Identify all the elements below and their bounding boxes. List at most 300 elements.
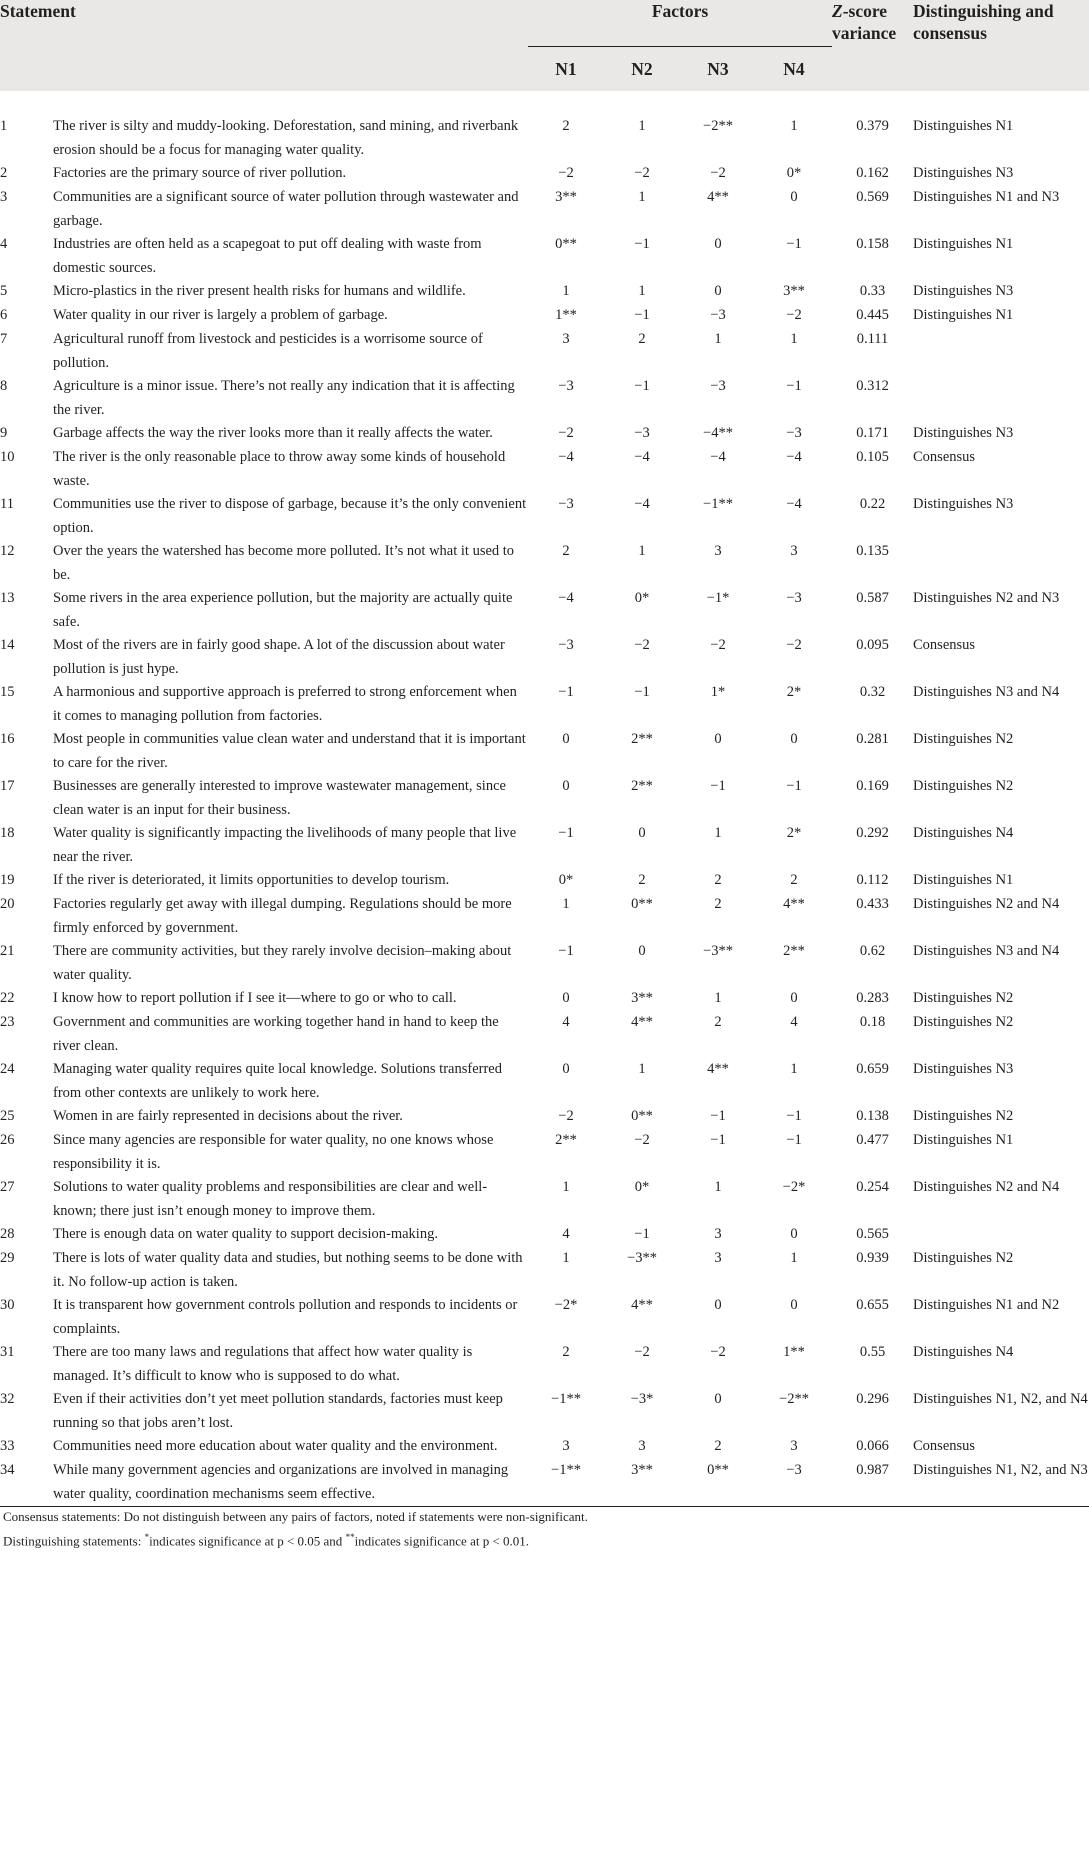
- factor-n4-score: 0: [790, 1297, 798, 1313]
- factor-n2-score: −3: [634, 425, 650, 441]
- distinguishing-note: Distinguishes N2 and N4: [913, 1179, 1060, 1195]
- factor-n4-score: 0: [790, 990, 798, 1006]
- statement-text: Factories regularly get away with illegal dumping. Regulations should be more firmly enforced by government.: [53, 896, 512, 936]
- zscore-variance: 0.939: [856, 1250, 889, 1266]
- statement-text: Communities need more education about water quality and the environment.: [53, 1438, 498, 1454]
- statement-text: It is transparent how government controls pollution and responds to incidents or complaints.: [53, 1297, 518, 1337]
- factor-n1-score: 3: [562, 331, 570, 347]
- zscore-variance: 0.565: [856, 1226, 889, 1242]
- distinguishing-note: Distinguishes N2: [913, 1250, 1014, 1266]
- factor-n3-score: 2: [714, 1438, 722, 1454]
- statement-text: Micro-plastics in the river present health risks for humans and wildlife.: [53, 283, 466, 299]
- factor-n4-score: −1: [786, 236, 802, 252]
- factor-n2-score: 2**: [631, 731, 653, 747]
- zscore-variance: 0.171: [856, 425, 889, 441]
- distinguishing-note: Distinguishes N2: [913, 1108, 1014, 1124]
- factor-n4-score: 1: [790, 1061, 798, 1077]
- distinguishing-note: Distinguishes N2: [913, 990, 1014, 1006]
- distinguishing-note: Distinguishes N3: [913, 425, 1014, 441]
- statement-number: 17: [0, 778, 15, 794]
- factor-n1-score: −1**: [551, 1391, 581, 1407]
- statement-text: Over the years the watershed has become more polluted. It’s not what it used to be.: [53, 543, 515, 583]
- statement-number: 11: [0, 496, 14, 512]
- factor-n3-score: −3**: [703, 943, 733, 959]
- table-row: [0, 422, 1089, 446]
- factor-n1-score: 0*: [558, 872, 574, 888]
- statement-number: 12: [0, 543, 15, 559]
- statement-text: Factories are the primary source of river pollution.: [53, 165, 347, 181]
- statement-header: Statement: [0, 0, 528, 47]
- factor-n2-score: −2: [634, 637, 650, 653]
- statement-text: There is enough data on water quality to support decision-making.: [53, 1226, 438, 1242]
- distinguishing-note: Consensus: [913, 637, 976, 653]
- statement-number: 1: [0, 118, 8, 134]
- factor-n4-score: 4: [790, 1014, 798, 1030]
- factor-n2-score: −4: [634, 496, 650, 512]
- table-row: [0, 681, 1089, 728]
- table-row: [0, 186, 1089, 233]
- factor-n2-score: 1: [638, 1061, 646, 1077]
- statement-text: Water quality in our river is largely a problem of garbage.: [53, 307, 388, 323]
- statement-text: Managing water quality requires quite local knowledge. Solutions transferred from other contexts are unlikely to work here.: [53, 1061, 502, 1101]
- factor-n3-score: −2: [710, 637, 726, 653]
- factor-n3-score: 0**: [707, 1462, 729, 1478]
- zscore-variance: 0.292: [856, 825, 889, 841]
- factor-n4-score: 1: [790, 1250, 798, 1266]
- statement-text: Agriculture is a minor issue. There’s not really any indication that it is affecting the river.: [53, 378, 515, 418]
- factor-n1-score: −3: [558, 637, 574, 653]
- table-row: [0, 1129, 1089, 1176]
- statement-number: 13: [0, 590, 15, 606]
- zscore-variance: 0.55: [859, 1344, 886, 1360]
- statement-number: 25: [0, 1108, 15, 1124]
- table-row: [0, 822, 1089, 869]
- statement-text: Since many agencies are responsible for water quality, no one knows whose responsibility it is.: [53, 1132, 494, 1172]
- zscore-variance: 0.312: [856, 378, 889, 394]
- factor-n2-score: 2: [638, 331, 646, 347]
- factor-n1-score: 0**: [555, 236, 577, 252]
- table-row: [0, 940, 1089, 987]
- factor-n1-score: 1: [562, 283, 570, 299]
- factor-n1-score: −4: [558, 590, 574, 606]
- zscore-variance: 0.569: [856, 189, 889, 205]
- zscore-variance: 0.655: [856, 1297, 889, 1313]
- table-row: [0, 893, 1089, 940]
- statement-number: 33: [0, 1438, 15, 1454]
- table-row: [0, 728, 1089, 775]
- table-row: [0, 869, 1089, 893]
- factor-n2-score: 0*: [634, 1179, 650, 1195]
- statement-number: 31: [0, 1344, 15, 1360]
- factor-n4-score: 3**: [783, 283, 805, 299]
- factor-n4-header: N4: [756, 47, 832, 92]
- factor-n4-score: −2*: [782, 1179, 806, 1195]
- factor-n4-score: 3: [790, 1438, 798, 1454]
- statement-number: 8: [0, 378, 8, 394]
- statement-text: Women in are fairly represented in decisions about the river.: [53, 1108, 403, 1124]
- distinguishing-note: Distinguishes N1, N2, and N3: [913, 1462, 1088, 1478]
- factor-n3-score: 0: [714, 1297, 722, 1313]
- statement-text: Agricultural runoff from livestock and pesticides is a worrisome source of pollution.: [53, 331, 483, 371]
- table-row: [0, 115, 1089, 162]
- distinguishing-note: Distinguishes N3: [913, 1061, 1014, 1077]
- factor-n2-score: 0**: [631, 896, 653, 912]
- statement-number: 29: [0, 1250, 15, 1266]
- zscore-variance: 0.433: [856, 896, 889, 912]
- factor-n2-score: 1: [638, 118, 646, 134]
- table-row: [0, 446, 1089, 493]
- factor-n3-score: 1: [714, 331, 722, 347]
- factor-n4-score: −2: [786, 637, 802, 653]
- factor-n2-header: N2: [604, 47, 680, 92]
- factor-n3-score: 3: [714, 1226, 722, 1242]
- factor-n2-score: 0*: [634, 590, 650, 606]
- factor-n1-score: 0: [562, 990, 570, 1006]
- factor-n4-score: −1: [786, 1108, 802, 1124]
- statement-text: I know how to report pollution if I see it—where to go or who to call.: [53, 990, 457, 1006]
- table-row: [0, 1011, 1089, 1058]
- zscore-variance: 0.445: [856, 307, 889, 323]
- factor-n3-score: 1*: [710, 684, 726, 700]
- footnote-distinguishing: Distinguishing statements: *indicates significance at p < 0.05 and **indicates significance at p < 0.01.: [3, 1532, 530, 1549]
- statement-text: There are community activities, but they rarely involve decision–making about water quality.: [53, 943, 512, 983]
- factor-n1-score: −2: [558, 165, 574, 181]
- statement-text: There are too many laws and regulations that affect how water quality is managed. It’s difficult to know who is supposed to do what.: [53, 1344, 473, 1384]
- factor-n1-score: −2: [558, 1108, 574, 1124]
- statement-text: Even if their activities don’t yet meet pollution standards, factories must keep running so that jobs aren’t lost.: [53, 1391, 503, 1431]
- factor-n4-score: 4**: [783, 896, 805, 912]
- factor-n4-score: −3: [786, 1462, 802, 1478]
- factor-n1-score: 3: [562, 1438, 570, 1454]
- distinguishing-note: Distinguishes N2 and N4: [913, 896, 1060, 912]
- zscore-variance: 0.112: [856, 872, 889, 888]
- factor-n2-score: −1: [634, 236, 650, 252]
- statement-number: 7: [0, 331, 8, 347]
- table-body: [0, 91, 1089, 1506]
- table-row: [0, 493, 1089, 540]
- factor-n4-score: 2**: [783, 943, 805, 959]
- factor-n2-score: −3**: [627, 1250, 657, 1266]
- factor-n4-score: 0*: [786, 165, 802, 181]
- table-row: [0, 1105, 1089, 1129]
- zscore-variance: 0.22: [859, 496, 886, 512]
- statement-number: 21: [0, 943, 15, 959]
- zscore-variance: 0.095: [856, 637, 889, 653]
- distinguishing-note: Distinguishes N1: [913, 1132, 1014, 1148]
- zscore-variance: 0.296: [856, 1391, 889, 1407]
- factor-n1-score: 2**: [555, 1132, 577, 1148]
- factor-n1-score: −1: [558, 684, 574, 700]
- factor-n2-score: −1: [634, 378, 650, 394]
- zscore-variance: 0.32: [859, 684, 886, 700]
- statement-number: 30: [0, 1297, 15, 1313]
- statement-text: While many government agencies and organizations are involved in managing water quality, coordination mechanisms seem effective.: [53, 1462, 509, 1502]
- factor-n1-score: −1: [558, 943, 574, 959]
- zscore-header: Z-score variance: [832, 0, 913, 91]
- distinguishing-note: Consensus: [913, 1438, 976, 1454]
- factor-n2-score: −2: [634, 1344, 650, 1360]
- distinguishing-note: Distinguishes N3: [913, 283, 1014, 299]
- table-row: [0, 1435, 1089, 1459]
- statement-number: 27: [0, 1179, 15, 1195]
- factor-n4-score: 0: [790, 731, 798, 747]
- factor-n1-score: −1**: [551, 1462, 581, 1478]
- distinguishing-note: Distinguishes N4: [913, 1344, 1014, 1360]
- factor-n3-score: −1: [710, 1132, 726, 1148]
- factor-n3-score: 2: [714, 896, 722, 912]
- zscore-variance: 0.62: [859, 943, 886, 959]
- statement-text: Some rivers in the area experience pollution, but the majority are actually quite safe.: [53, 590, 513, 630]
- zscore-variance: 0.18: [859, 1014, 886, 1030]
- statement-number: 34: [0, 1462, 15, 1478]
- factor-n3-score: 3: [714, 1250, 722, 1266]
- factor-n2-score: 1: [638, 543, 646, 559]
- factor-n3-score: 1: [714, 1179, 722, 1195]
- distinguishing-note: Distinguishes N1: [913, 118, 1014, 134]
- factor-n1-score: −3: [558, 496, 574, 512]
- table-row: [0, 1058, 1089, 1105]
- zscore-variance: 0.066: [856, 1438, 889, 1454]
- statement-number: 3: [0, 189, 8, 205]
- distinguishing-note: Distinguishes N1 and N3: [913, 189, 1060, 205]
- factor-n1-score: 4: [562, 1226, 570, 1242]
- factor-n3-score: −4: [710, 449, 726, 465]
- factor-n4-score: 2*: [786, 825, 802, 841]
- footnote-consensus: Consensus statements: Do not distinguish between any pairs of factors, noted if statements were non-significant.: [3, 1509, 588, 1524]
- zscore-variance: 0.254: [856, 1179, 889, 1195]
- statement-text: The river is the only reasonable place to throw away some kinds of household waste.: [53, 449, 506, 489]
- factor-n4-score: −1: [786, 1132, 802, 1148]
- statement-number: 6: [0, 307, 8, 323]
- distinguishing-note: Distinguishes N2: [913, 731, 1014, 747]
- table-row: [0, 987, 1089, 1011]
- table-row: [0, 1459, 1089, 1506]
- distinguishing-note: Distinguishes N2 and N3: [913, 590, 1060, 606]
- factor-n3-score: 4**: [707, 1061, 729, 1077]
- zscore-variance: 0.162: [856, 165, 889, 181]
- table-row: [0, 375, 1089, 422]
- zscore-variance: 0.587: [856, 590, 889, 606]
- factor-n3-score: 0: [714, 1391, 722, 1407]
- factor-n4-score: −4: [786, 449, 802, 465]
- factor-n3-header: N3: [680, 47, 756, 92]
- table-row: [0, 634, 1089, 681]
- factor-n1-score: 4: [562, 1014, 570, 1030]
- zscore-variance: 0.477: [856, 1132, 889, 1148]
- factor-n1-score: 0: [562, 778, 570, 794]
- factor-n2-score: −3*: [630, 1391, 654, 1407]
- distinguishing-note: [913, 375, 1089, 422]
- factor-n2-score: 3**: [631, 1462, 653, 1478]
- factor-n1-score: 2: [562, 118, 570, 134]
- statement-text: Government and communities are working together hand in hand to keep the river clean.: [53, 1014, 499, 1054]
- factor-n3-score: 2: [714, 872, 722, 888]
- factor-n4-score: −1: [786, 778, 802, 794]
- statement-text: Businesses are generally interested to improve wastewater management, since clean water is an input for their business.: [53, 778, 506, 818]
- factor-n1-score: 1: [562, 1179, 570, 1195]
- factor-n1-score: 1**: [555, 307, 577, 323]
- factor-n1-score: 3**: [555, 189, 577, 205]
- distinguishing-note: [913, 540, 1089, 587]
- factor-n3-score: −1*: [706, 590, 730, 606]
- factor-n4-score: −3: [786, 425, 802, 441]
- statement-number: 20: [0, 896, 15, 912]
- factor-n1-score: −1: [558, 825, 574, 841]
- factor-n2-score: 0: [638, 825, 646, 841]
- factor-n2-score: 4**: [631, 1014, 653, 1030]
- header-row: [0, 0, 1089, 47]
- statement-text: Communities use the river to dispose of garbage, because it’s the only convenient option.: [53, 496, 527, 536]
- zscore-variance: 0.659: [856, 1061, 889, 1077]
- zscore-variance: 0.135: [856, 543, 889, 559]
- statement-number: 16: [0, 731, 15, 747]
- distinguishing-note: Distinguishes N1: [913, 307, 1014, 323]
- factor-n3-score: −1: [710, 1108, 726, 1124]
- factor-n2-score: −1: [634, 307, 650, 323]
- statement-text: Communities are a significant source of water pollution through wastewater and garbage.: [53, 189, 519, 229]
- factor-n3-score: −2: [710, 1344, 726, 1360]
- table-row: [0, 162, 1089, 186]
- statement-number: 18: [0, 825, 15, 841]
- statement-text: If the river is deteriorated, it limits opportunities to develop tourism.: [53, 872, 450, 888]
- statement-text: Water quality is significantly impacting the livelihoods of many people that live near the river.: [53, 825, 517, 865]
- statement-number: 14: [0, 637, 15, 653]
- factor-n3-score: 4**: [707, 189, 729, 205]
- factor-n2-score: 0**: [631, 1108, 653, 1124]
- factor-n3-score: −2**: [703, 118, 733, 134]
- factor-n3-score: −2: [710, 165, 726, 181]
- statement-number: 5: [0, 283, 8, 299]
- factor-n4-score: 3: [790, 543, 798, 559]
- statement-text: Most people in communities value clean water and understand that it is important to care for the river.: [53, 731, 526, 771]
- factor-n4-score: −4: [786, 496, 802, 512]
- factor-n1-score: 2: [562, 1344, 570, 1360]
- zscore-variance: 0.987: [856, 1462, 889, 1478]
- factor-n4-score: 0: [790, 1226, 798, 1242]
- factor-n3-score: −1: [710, 778, 726, 794]
- table-row: [0, 540, 1089, 587]
- factor-n3-score: −3: [710, 307, 726, 323]
- factor-n4-score: −1: [786, 378, 802, 394]
- zscore-variance: 0.169: [856, 778, 889, 794]
- factor-n3-score: −3: [710, 378, 726, 394]
- distinguishing-note: Distinguishes N2: [913, 1014, 1014, 1030]
- statement-number: 23: [0, 1014, 15, 1030]
- table-row: [0, 1247, 1089, 1294]
- factor-n4-score: −2**: [779, 1391, 809, 1407]
- statement-text: The river is silty and muddy-looking. Deforestation, sand mining, and riverbank erosion should be a focus for managing water quality.: [53, 118, 519, 158]
- factor-n1-score: 1: [562, 1250, 570, 1266]
- distinguishing-note: Distinguishes N2: [913, 778, 1014, 794]
- factor-n2-score: −2: [634, 165, 650, 181]
- factor-n1-score: −3: [558, 378, 574, 394]
- zscore-variance: 0.111: [856, 331, 889, 347]
- table-row: [0, 1223, 1089, 1247]
- table-row: [0, 233, 1089, 280]
- statement-text: Most of the rivers are in fairly good shape. A lot of the discussion about water pollution is just hype.: [53, 637, 505, 677]
- table-row: [0, 1341, 1089, 1388]
- statement-text: A harmonious and supportive approach is preferred to strong enforcement when it comes to managing pollution from factories.: [53, 684, 517, 724]
- factor-n3-score: 0: [714, 283, 722, 299]
- statement-text: Industries are often held as a scapegoat to put off dealing with waste from domestic sources.: [53, 236, 482, 276]
- factor-n2-score: 4**: [631, 1297, 653, 1313]
- footnotes: [0, 1506, 1089, 1551]
- factor-n2-score: 0: [638, 943, 646, 959]
- factor-n1-score: 0: [562, 731, 570, 747]
- statement-number: 10: [0, 449, 15, 465]
- distinguishing-note: [913, 1223, 1089, 1247]
- distinguishing-note: Distinguishes N3: [913, 165, 1014, 181]
- zscore-variance: 0.281: [856, 731, 889, 747]
- statement-number: 19: [0, 872, 15, 888]
- factor-n3-score: 2: [714, 1014, 722, 1030]
- factor-n3-score: −1**: [703, 496, 733, 512]
- factor-n2-score: 3**: [631, 990, 653, 1006]
- factor-n2-score: 2**: [631, 778, 653, 794]
- statement-number: 26: [0, 1132, 15, 1148]
- factor-n3-score: 1: [714, 825, 722, 841]
- table-row: [0, 1388, 1089, 1435]
- factor-n4-score: −2: [786, 307, 802, 323]
- distinguishing-note: Distinguishes N4: [913, 825, 1014, 841]
- statement-text: There is lots of water quality data and studies, but nothing seems to be done with it. No follow-up action is taken.: [53, 1250, 523, 1290]
- table-row: [0, 1294, 1089, 1341]
- table-row: [0, 775, 1089, 822]
- zscore-variance: 0.105: [856, 449, 889, 465]
- factor-n1-score: 0: [562, 1061, 570, 1077]
- factor-n3-score: 1: [714, 990, 722, 1006]
- factor-n1-score: −4: [558, 449, 574, 465]
- statement-number: 2: [0, 165, 8, 181]
- factor-n4-score: 1**: [783, 1344, 805, 1360]
- factor-n4-score: 1: [790, 118, 798, 134]
- distinguishing-note: Consensus: [913, 449, 976, 465]
- factor-n1-header: N1: [528, 47, 604, 92]
- factor-n3-score: 0: [714, 731, 722, 747]
- factor-n2-score: −1: [634, 684, 650, 700]
- factor-n2-score: −1: [634, 1226, 650, 1242]
- factor-n2-score: 3: [638, 1438, 646, 1454]
- factor-n3-score: 0: [714, 236, 722, 252]
- statement-text: Solutions to water quality problems and responsibilities are clear and well-known; there just isn’t enough money to improve them.: [53, 1179, 488, 1219]
- distinguishing-note: Distinguishes N1, N2, and N4: [913, 1391, 1088, 1407]
- factor-n2-score: −2: [634, 1132, 650, 1148]
- zscore-variance: 0.283: [856, 990, 889, 1006]
- factor-n2-score: 1: [638, 189, 646, 205]
- distinguishing-note: Distinguishes N1: [913, 236, 1014, 252]
- factor-n1-score: −2*: [554, 1297, 578, 1313]
- factor-n4-score: 2*: [786, 684, 802, 700]
- statement-number: 24: [0, 1061, 15, 1077]
- statement-number: 4: [0, 236, 8, 252]
- zscore-variance: 0.379: [856, 118, 889, 134]
- distinguishing-note: Distinguishes N3: [913, 496, 1014, 512]
- factor-n1-score: −2: [558, 425, 574, 441]
- distinguishing-header: Distinguishing and consensus: [913, 0, 1089, 91]
- statement-number: 28: [0, 1226, 15, 1242]
- table-row: [0, 1176, 1089, 1223]
- table-row: [0, 280, 1089, 304]
- statement-number: 15: [0, 684, 15, 700]
- table-row: [0, 587, 1089, 634]
- factor-n2-score: 2: [638, 872, 646, 888]
- distinguishing-note: Distinguishes N1: [913, 872, 1014, 888]
- statement-number: 32: [0, 1391, 15, 1407]
- statement-number: 9: [0, 425, 8, 441]
- table-row: [0, 304, 1089, 328]
- zscore-variance: 0.158: [856, 236, 889, 252]
- factor-n4-score: 0: [790, 189, 798, 205]
